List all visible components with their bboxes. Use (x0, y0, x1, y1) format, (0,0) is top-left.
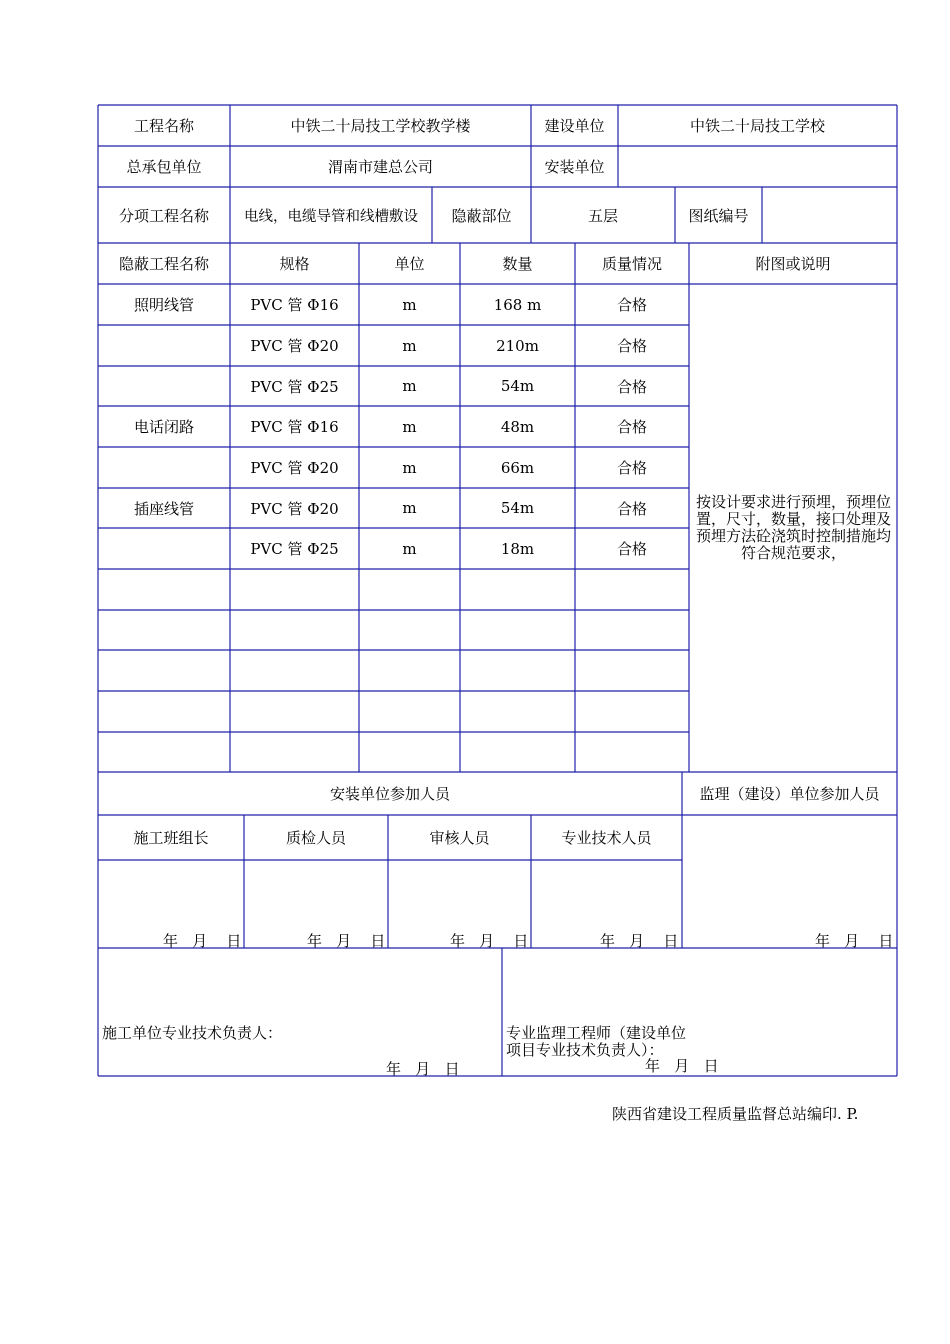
row-5-name (98, 447, 230, 488)
supervisor-label-line2: 项目专业技术负责人）： (506, 1041, 664, 1059)
row-7-qty: 18m (500, 539, 535, 558)
row-6-spec: PVC 管 Φ20 (250, 499, 339, 518)
constructor-tech-lead-label: 施工单位专业技术负责人： (102, 1024, 283, 1042)
row-1-spec: PVC 管 Φ16 (250, 296, 339, 314)
row-1-qty: 168 m (493, 295, 542, 314)
row-4-name: 电话闭路 (133, 418, 194, 436)
subitem-value: 电线，电缆导管和线槽敷设 (244, 208, 418, 225)
row-7-spec: PVC 管 Φ25 (250, 540, 339, 558)
row-7-unit: m (402, 539, 417, 558)
supervision-participants-label: 监理（建设）单位参加人员 (699, 785, 880, 803)
col-header-name: 隐蔽工程名称 (118, 255, 209, 273)
contractor-label: 总承包单位 (126, 158, 202, 176)
part-label: 隐蔽部位 (451, 206, 512, 225)
date-supervisor: 年 月 日 (645, 1057, 719, 1075)
drawing-label: 图纸编号 (688, 206, 749, 225)
row-3-spec: PVC 管 Φ25 (250, 377, 339, 396)
row-2-unit: m (402, 336, 417, 355)
installer-label: 安装单位 (544, 158, 605, 176)
role-team-leader: 施工班组长 (133, 829, 209, 847)
row-4-qty: 48m (500, 417, 535, 436)
row-4-unit: m (402, 417, 417, 436)
date-supervision: 年 月 日 (815, 932, 894, 950)
part-value: 五层 (587, 206, 618, 225)
row-5-unit: m (402, 458, 417, 477)
supervisor-label-line1: 专业监理工程师（建设单位 (506, 1024, 687, 1042)
row-2-name (98, 325, 230, 366)
row-3-quality: 合格 (616, 377, 647, 396)
contractor-value: 渭南市建总公司 (327, 158, 433, 176)
date-reviewer: 年 月 日 (450, 932, 529, 950)
row-6-qty: 54m (500, 499, 535, 517)
row-1-name: 照明线管 (133, 296, 194, 314)
row-2-spec: PVC 管 Φ20 (250, 337, 339, 355)
row-2-qty: 210m (496, 336, 539, 355)
role-quality-inspector: 质检人员 (285, 829, 346, 847)
row-6-name: 插座线管 (133, 499, 194, 518)
date-quality-inspector: 年 月 日 (307, 932, 386, 950)
date-constructor: 年 月 日 (386, 1060, 460, 1078)
role-reviewer: 审核人员 (429, 829, 490, 847)
row-6-quality: 合格 (616, 499, 647, 518)
row-2-quality: 合格 (616, 337, 647, 355)
project-name-label: 工程名称 (133, 117, 194, 135)
footer-publisher: 陕西省建设工程质量监督总站编印. P. (612, 1105, 859, 1123)
date-team-leader: 年 月 日 (163, 932, 242, 950)
row-1-quality: 合格 (616, 296, 647, 314)
installer-value (618, 146, 897, 187)
col-header-unit: 单位 (394, 255, 425, 273)
role-technical-staff: 专业技术人员 (561, 829, 652, 847)
row-3-qty: 54m (500, 377, 535, 395)
row-6-unit: m (402, 499, 417, 517)
date-technical-staff: 年 月 日 (600, 932, 679, 950)
drawing-value (762, 187, 897, 243)
row-7-name (98, 528, 230, 569)
row-5-qty: 66m (500, 458, 535, 477)
row-4-spec: PVC 管 Φ16 (250, 418, 339, 436)
row-1-unit: m (402, 295, 417, 314)
row-3-name (98, 366, 230, 406)
row-4-quality: 合格 (616, 418, 647, 436)
install-participants-label: 安装单位参加人员 (329, 785, 450, 803)
col-header-spec: 规格 (279, 255, 310, 273)
col-header-quality: 质量情况 (601, 255, 662, 273)
row-3-unit: m (402, 377, 417, 395)
subitem-label: 分项工程名称 (118, 206, 209, 225)
row-5-quality: 合格 (616, 459, 647, 477)
attachment-note: 按设计要求进行预埋，预埋位置，尺寸，数量，接口处理及预埋方法砼浇筑时控制措施均符合规范要求， (695, 493, 891, 562)
col-header-qty: 数量 (502, 255, 533, 273)
col-header-note: 附图或说明 (755, 255, 831, 273)
builder-value: 中铁二十局技工学校 (689, 117, 825, 135)
row-5-spec: PVC 管 Φ20 (250, 459, 339, 477)
project-name-value: 中铁二十局技工学校教学楼 (290, 117, 471, 135)
builder-label: 建设单位 (544, 117, 605, 135)
row-7-quality: 合格 (616, 540, 647, 558)
